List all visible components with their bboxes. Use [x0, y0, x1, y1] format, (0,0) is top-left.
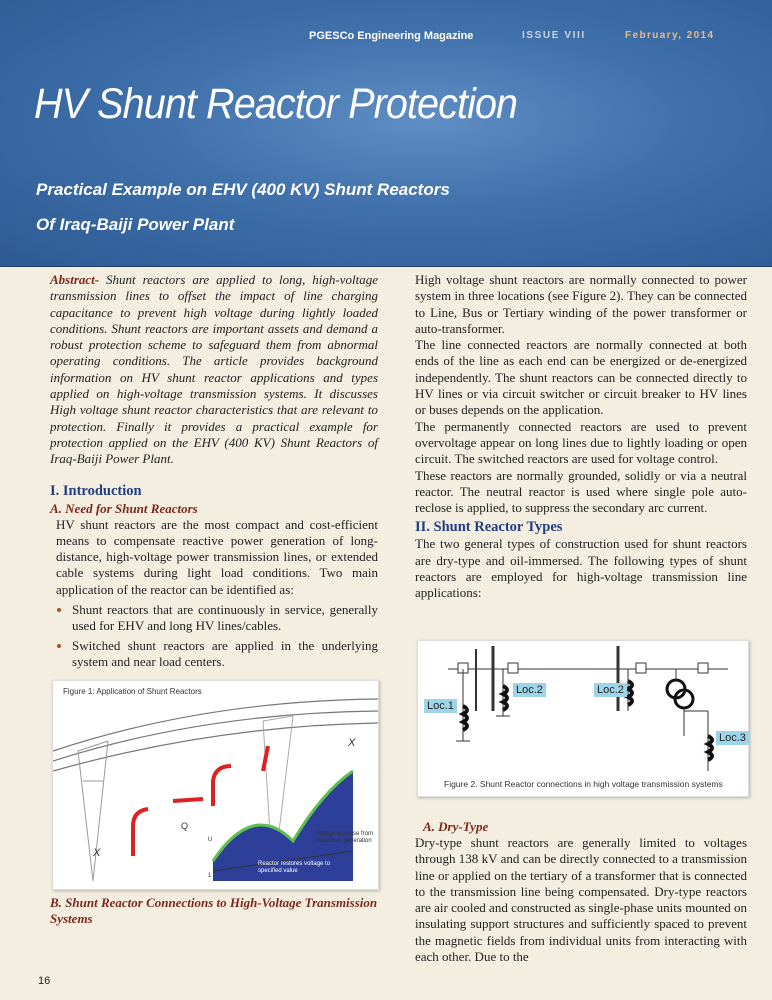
loc-1-label: Loc.1	[424, 699, 457, 713]
magazine-name: PGESCo Engineering Magazine	[309, 30, 474, 42]
paragraph: The two general types of construction used for shunt reactors are dry-type and oil-immersed. The following types of shunt reactors are employed for high-voltage transmission line applications:	[415, 536, 747, 601]
figure-1-x-label: X	[93, 847, 101, 859]
dry-type-paragraph: Dry-type shunt reactors are generally limited to voltages through 138 kV and can be directly connected to a transmission line or applied on the tertiary of a transformer that is connected to the transmission line being compensated. Dry-type reactors are air cooled and constructed as single-phase units mounted on insulating support structures and sufficiently spaced to prevent the magnetic fields from individual units from interacting with each other. Due to the	[415, 835, 747, 965]
figure-1-note-restore: Reactor restores voltage to specified value	[258, 861, 331, 874]
application-list	[50, 602, 378, 670]
figure-2	[417, 640, 749, 797]
figure-2-diagram	[418, 641, 748, 796]
loc-3-label: Loc.3	[716, 731, 749, 745]
dry-type-heading: A. Dry-Type	[423, 819, 489, 834]
paragraph: The line connected reactors are normally connected at both ends of the line as each end can be energized or de-energized independently. The shunt reactors can be connected directly to HV lines or via circuit switcher or circuit breaker to HV lines or buses depends on the application.	[415, 337, 747, 418]
figure-1-note-increase: Voltage increase from capacitive generation	[315, 831, 374, 844]
section-b-heading: B. Shunt Reactor Connections to High-Voltage Transmission Systems	[50, 895, 378, 926]
list-item: • Switched shunt reactors are applied in the underlying system and near load centers.	[72, 638, 378, 671]
section-types-heading: II. Shunt Reactor Types	[415, 519, 563, 536]
section-introduction-heading: I. Introduction	[50, 482, 142, 499]
paragraph: High voltage shunt reactors are normally connected to power system in three locations (see Figure 2). They can be connected to Line, Bus or Tertiary winding of the power transformer or auto-transformer.	[415, 272, 747, 336]
left-column	[50, 272, 378, 673]
figure-1-u-label: U	[208, 837, 213, 843]
abstract	[50, 272, 378, 468]
issue-date: February, 2014	[625, 30, 715, 41]
figure-1-one-label: 1	[208, 873, 212, 879]
figure-1-x-label-right: X	[348, 737, 356, 749]
abstract-label: Abstract-	[50, 272, 100, 287]
header-banner	[0, 0, 772, 267]
section-need-heading: A. Need for Shunt Reactors	[50, 500, 198, 516]
figure-1-q-label: Q	[181, 821, 189, 831]
abstract-text: Shunt reactors are applied to long, high-voltage transmission lines to offset the impact of line charging capacitance to prevent high voltage during lightly loaded conditions. Shunt reactors are important assets and demand a robust protection scheme to safeguard them from abnormal operating conditions. The article provides background information on HV shunt reactor applications and types applied on high-voltage transmission systems. It discusses High voltage shunt reactor characteristics that are relevant to protection. Finally it provides a practical example for protection applied on the EHV (400 KV) Shunt Reactors of Iraq-Baiji Power Plant.	[50, 272, 378, 467]
dry-type-section	[415, 818, 747, 965]
figure-1	[52, 680, 379, 890]
subtitle-line-1: Practical Example on EHV (400 KV) Shunt Reactors	[36, 180, 450, 199]
paragraph: The permanently connected reactors are used to prevent overvoltage appear on long lines due to lightly loading or open circuit. The switched reactors are used for voltage control.	[415, 418, 747, 467]
figure-1-illustration	[53, 681, 378, 889]
loc-2-label: Loc.2	[513, 683, 546, 697]
subtitle-line-2: Of Iraq-Baiji Power Plant	[36, 215, 235, 234]
issue-label: ISSUE VIII	[522, 30, 586, 41]
right-column	[415, 272, 747, 602]
list-item: • Shunt reactors that are continuously in service, generally used for EHV and long HV lines/cables.	[72, 602, 378, 635]
page-number: 16	[38, 975, 51, 987]
loc-2-label-second: Loc.2	[594, 683, 627, 697]
paragraph: These reactors are normally grounded, solidly or via a neutral reactor. The neutral reactor is used where single pole auto-reclose is applied, to suppress the secondary arc current.	[415, 467, 747, 516]
figure-2-caption: Figure 2. Shunt Reactor connections in high voltage transmission systems	[444, 779, 723, 789]
figure-1-caption: Figure 1: Application of Shunt Reactors	[63, 687, 202, 696]
intro-paragraph: HV shunt reactors are the most compact and cost-efficient means to compensate reactive power generation of long-distance, high-voltage power transmission lines, or extended cable systems during light load conditions. Two main application of the reactor can be identified as:	[56, 516, 378, 597]
article-title: HV Shunt Reactor Protection	[34, 80, 518, 128]
